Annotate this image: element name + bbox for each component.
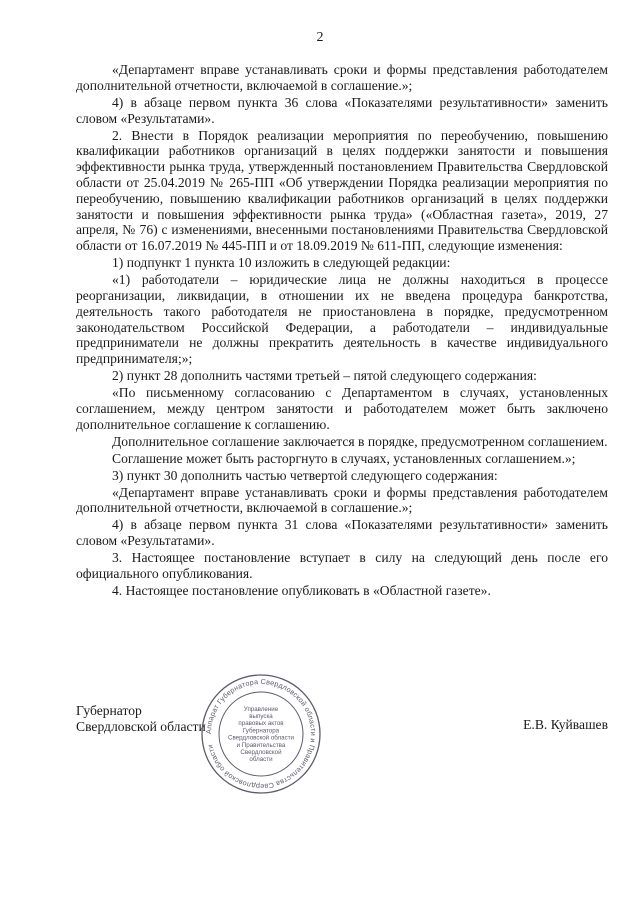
svg-text:Свердловской: Свердловской [240, 749, 282, 756]
signatory-title-line-2: Свердловской области [76, 718, 206, 734]
signatory-title [76, 703, 206, 735]
paragraph-12: 4) в абзаце первом пункта 31 слова «Показателями результативности» заменить словом «Результатами». [76, 517, 608, 549]
svg-text:выпуска: выпуска [249, 713, 273, 720]
svg-text:правовых актов: правовых актов [238, 720, 284, 728]
svg-text:области: области [249, 756, 273, 764]
paragraph-7: «По письменному согласованию с Департаментом в случаях, установленных соглашением, между центром занятости и работодателем может быть заключено дополнительное соглашение к соглашению. [76, 385, 608, 432]
svg-text:Губернатора: Губернатора [242, 727, 280, 735]
document-body [76, 62, 608, 600]
paragraph-14: 4. Настоящее постановление опубликовать в «Областной газете». [112, 582, 491, 598]
paragraph-4: 1) подпункт 1 пункта 10 изложить в следующей редакции: [112, 255, 451, 271]
paragraph-6: 2) пункт 28 дополнить частями третьей – пятой следующего содержания: [112, 368, 537, 384]
signatory-name: Е.В. Куйвашев [523, 717, 608, 732]
svg-text:и Правительства: и Правительства [236, 741, 286, 749]
paragraph-11: «Департамент вправе устанавливать сроки и формы представления работодателем дополнительной отчетности, включаемой в соглашение.»; [76, 484, 608, 516]
svg-text:Свердловской области: Свердловской области [227, 734, 295, 742]
paragraph-3: 2. Внести в Порядок реализации мероприятия по переобучению, повышению квалификации работников организаций в целях поддержки занятости и повышения эффективности рынка труда, утвержденный постановлением Правительства Свердловской области от 25.04.2019 № 265-ПП «Об утверждении Порядка реализации мероприятия по переобучению, повышению квалификации работников организаций в целях поддержки занятости и повышения эффективности рынка труда» («Областная газета», 2019, 27 апреля, № 76) с изменениями, внесенными постановлениями Правительства Свердловской области от 16.07.2019 № 445-ПП и от 18.09.2019 № 611-ПП, следующие изменения: [76, 127, 608, 254]
paragraph-9: Соглашение может быть расторгнуто в случаях, установленных соглашением.»; [112, 450, 576, 466]
paragraph-5: «1) работодатели – юридические лица не должны находиться в процессе реорганизации, ликвидации, в отношении их не введена процедура банкротства, деятельность такого работодателя не приостановлена в порядке, предусмотренном законодательством Российской Федерации, а работодатели – индивидуальные предприниматели не должны прекратить деятельность в качестве индивидуального предпринимателя;»; [76, 272, 608, 367]
signatory-title-line-1: Губернатор [76, 703, 142, 718]
paragraph-8: Дополнительное соглашение заключается в порядке, предусмотренном соглашением. [112, 433, 608, 449]
paragraph-2: 4) в абзаце первом пункта 36 слова «Показателями результативности» заменить словом «Результатами». [76, 94, 608, 126]
svg-text:Аппарат Губернатора Свердловск: Аппарат Губернатора Свердловской области и Правительства Свердловской области [203, 676, 319, 792]
svg-text:Управление: Управление [243, 705, 279, 713]
paragraph-10: 3) пункт 30 дополнить частью четвертой следующего содержания: [112, 467, 498, 483]
page-number: 2 [316, 30, 324, 45]
official-seal-stamp [199, 672, 323, 796]
paragraph-1: «Департамент вправе устанавливать сроки и формы представления работодателем дополнительной отчетности, включаемой в соглашение.»; [76, 62, 608, 93]
paragraph-13: 3. Настоящее постановление вступает в силу на следующий день после его официального опубликования. [76, 550, 608, 581]
